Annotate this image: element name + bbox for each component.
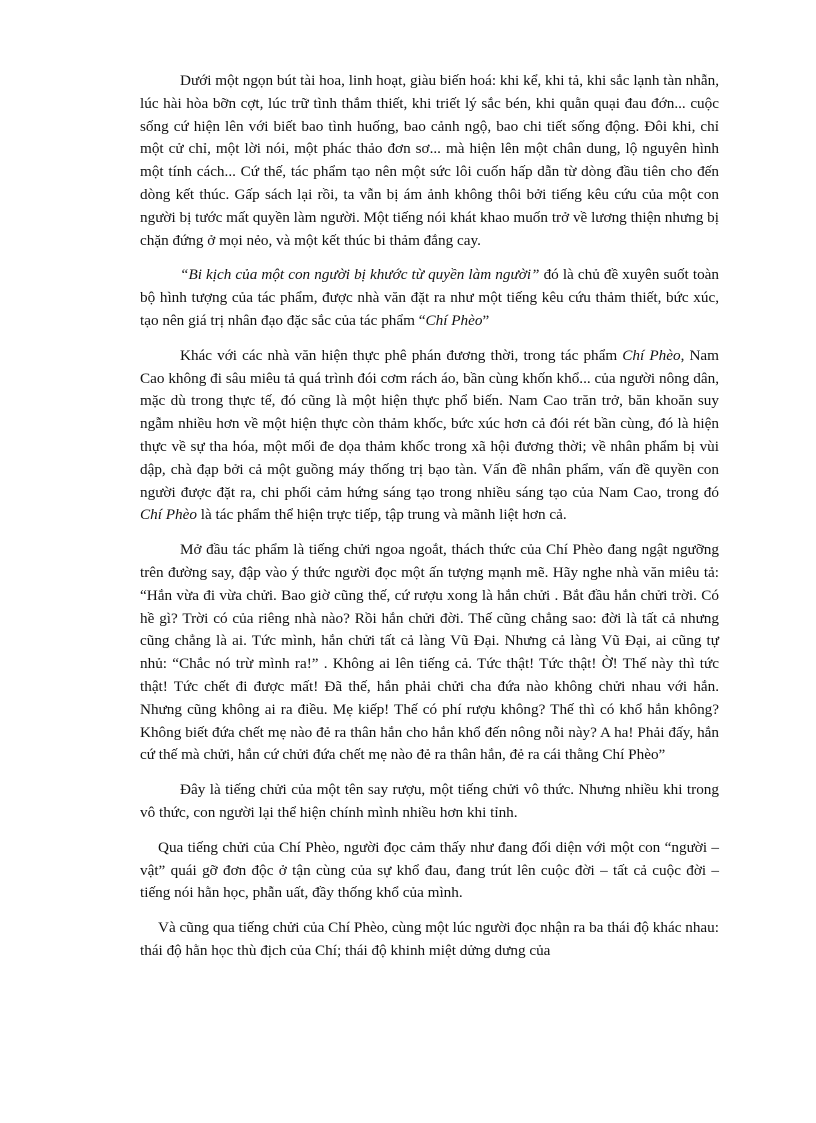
- paragraph-5: [140, 779, 719, 825]
- italic-quote: “Bi kịch của một con người bị khước từ quyền làm người”: [180, 266, 540, 284]
- paragraph-text: Dưới một ngọn bút tài hoa, linh hoạt, giàu biến hoá: khi kể, khi tả, khi sắc lạnh tàn nhẫn, lúc hài hòa bỡn cợt, lúc trữ tình thắm thiết, khi triết lý sắc bén, khi quằn quại đau đớn... cuộc sống cứ hiện lên với biết bao tình huống, bao cảnh ngộ, bao chi tiết sống động. Đôi khi, chỉ một cử chỉ, một lời nói, một phác thảo đơn sơ... mà hiện lên một chân dung, lộ nguyên hình một tính cách... Cứ thế, tác phẩm tạo nên một sức lôi cuốn hấp dẫn từ dòng đầu tiên cho đến dòng kết thúc. Gấp sách lại rồi, ta vẫn bị ám ảnh không thôi bởi tiếng kêu cứu của một con người bị tước mất quyền làm người. Một tiếng nói khát khao muốn trở về lương thiện nhưng bị chặn đứng ở mọi nẻo, và một kết thúc bi thảm đắng cay.: [140, 72, 719, 249]
- italic-title: Chí Phèo: [140, 506, 197, 524]
- paragraph-4: [140, 539, 719, 767]
- paragraph-3: [140, 345, 719, 527]
- paragraph-text: Qua tiếng chửi của Chí Phèo, người đọc cảm thấy như đang đối diện với một con “người – vật” quái gỡ đơn độc ở tận cùng của sự khổ đau, đang trút lên cuộc đời – tất cả cuộc đời – tiếng nói hằn học, phẫn uất, đầy thống khổ của mình.: [140, 838, 719, 902]
- paragraph-text: đó là chủ đề xuyên suốt toàn bộ hình tượng của tác phẩm, được nhà văn đặt ra như một tiếng kêu cứu thảm thiết, bức xúc, tạo nên giá trị nhân đạo đặc sắc của tác phẩm “: [140, 266, 719, 329]
- italic-title: Chí Phèo: [425, 311, 483, 329]
- paragraph-1: [140, 70, 719, 252]
- paragraph-7: [140, 917, 719, 963]
- paragraph-text: Khác với các nhà văn hiện thực phê phán đương thời, trong tác phẩm: [180, 346, 623, 364]
- paragraph-text: , Nam Cao không đi sâu miêu tả quá trình đói cơm rách áo, bần cùng khốn khổ... của người nông dân, mặc dù trong thực tế, đó cũng là một hiện thực phổ biến. Nam Cao trăn trở, băn khoăn suy ngẫm nhiều hơn về một hiện thực còn thảm khốc, bức xúc hơn cả đói rét bần cùng, đó là hiện thực về sự tha hóa, một mối đe dọa thảm khốc trong xã hội đương thời; về nhân phẩm bị vùi dập, chà đạp bởi cả một guồng máy thống trị bạo tàn. Vấn đề nhân phẩm, vấn đề quyền con người được đặt ra, chi phối cảm hứng sáng tạo trong nhiều sáng tạo của Nam Cao, trong đó: [140, 346, 719, 501]
- paragraph-6: [140, 837, 719, 905]
- paragraph-text: Đây là tiếng chửi của một tên say rượu, một tiếng chửi vô thức. Nhưng nhiều khi trong vô thức, con người lại thể hiện chính mình nhiều hơn khi tỉnh.: [140, 781, 719, 821]
- paragraph-text: là tác phẩm thể hiện trực tiếp, tập trung và mãnh liệt hơn cả.: [196, 506, 567, 524]
- italic-title: Chí Phèo: [622, 346, 681, 364]
- document-page: [140, 70, 719, 975]
- paragraph-text: Và cũng qua tiếng chửi của Chí Phèo, cùng một lúc người đọc nhận ra ba thái độ khác nhau: thái độ hằn học thù địch của Chí; thái độ khinh miệt dửng dưng của: [140, 919, 719, 959]
- paragraph-2: [140, 264, 719, 332]
- paragraph-text: Mở đầu tác phẩm là tiếng chửi ngoa ngoắt, thách thức của Chí Phèo đang ngật ngưỡng trên đường say, đập vào ý thức người đọc một ấn tượng mạnh mẽ. Hãy nghe nhà văn miêu tả: “Hắn vừa đi vừa chửi. Bao giờ cũng thế, cứ rượu xong là hắn chửi . Bắt đầu hắn chửi trời. Có hề gì? Trời có của riêng nhà nào? Rồi hắn chửi đời. Thế cũng chẳng sao: đời là tất cả nhưng cũng chẳng là ai. Tức mình, hắn chửi tất cả làng Vũ Đại. Nhưng cả làng Vũ Đại, ai cũng tự nhủ: “Chắc nó trừ mình ra!” . Không ai lên tiếng cả. Tức thật! Tức thật! Ờ! Thế này thì tức thật! Tức chết đi được mất! Đã thế, hắn phải chửi cha đứa nào không chửi nhau với hắn. Nhưng cũng không ai ra điều. Mẹ kiếp! Thế có phí rượu không? Thế thì có khổ hắn không? Không biết đứa chết mẹ nào đẻ ra thân hắn cho hắn khổ đến nông nỗi này? A ha! Phải đấy, hắn cứ thế mà chửi, hắn cứ chửi đứa chết mẹ nào đẻ ra thân hắn, đẻ ra cái thằng Chí Phèo”: [140, 541, 719, 764]
- paragraph-text: ”: [482, 311, 490, 329]
